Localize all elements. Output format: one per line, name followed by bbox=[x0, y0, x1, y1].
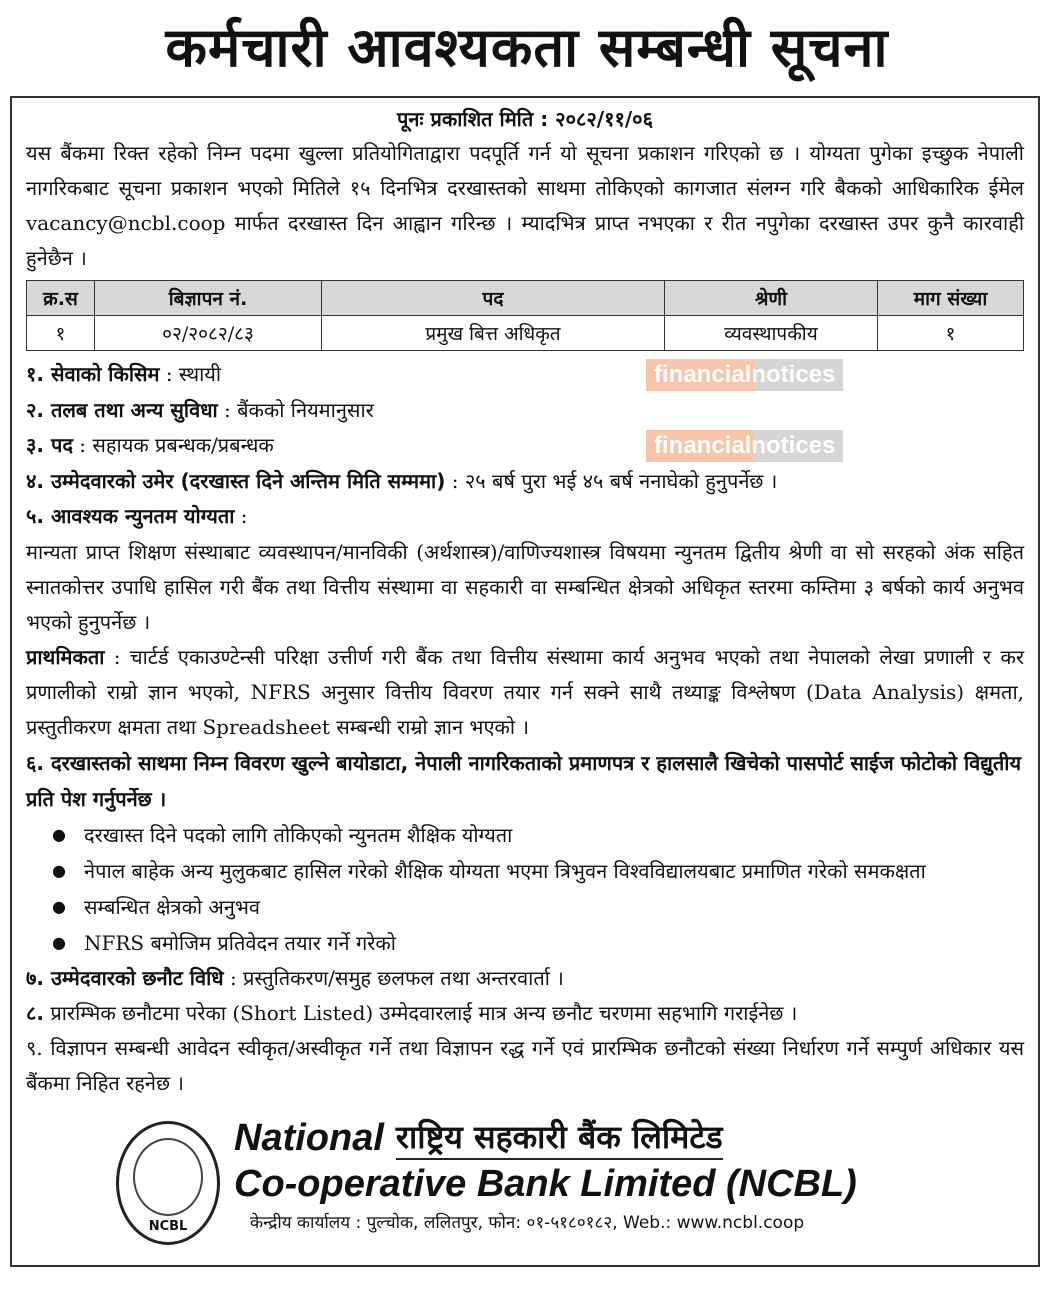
table-row bbox=[27, 316, 1024, 351]
item-label: ५. आवश्यक न्युनतम योग्यता bbox=[26, 504, 235, 528]
bullet-item: ● सम्बन्धित क्षेत्रको अनुभव bbox=[84, 889, 1024, 925]
item-value: : प्रस्तुतिकरण/समुह छलफल तथा अन्तरवार्ता । bbox=[223, 965, 564, 990]
bank-name-en-line1: National bbox=[234, 1116, 384, 1159]
header-sn: क्र.स bbox=[27, 281, 95, 316]
notice-frame bbox=[10, 96, 1040, 1267]
items-list bbox=[26, 357, 1024, 535]
bank-name-line1 bbox=[234, 1115, 1024, 1160]
cell-sn: १ bbox=[27, 316, 95, 351]
item-number: ८. bbox=[26, 1000, 44, 1025]
bank-seal-logo: NCBL bbox=[116, 1121, 220, 1245]
items-7-9 bbox=[26, 961, 1024, 1101]
bank-name-en-line2: Co-operative Bank Limited (NCBL) bbox=[234, 1162, 857, 1205]
item-shortlist bbox=[26, 996, 1024, 1031]
item-value: : bbox=[234, 504, 248, 528]
bullet-item: ● नेपाल बाहेक अन्य मुलुकबाट हासिल गरेको शैक्षिक योग्यता भएमा त्रिभुवन विश्वविद्यालयबाट प्रमाणित गरेको समकक्षता bbox=[84, 853, 1024, 889]
cell-level: व्यवस्थापकीय bbox=[665, 316, 878, 351]
item-rights: ९. विज्ञापन सम्बन्धी आवेदन स्वीकृत/अस्वीकृत गर्ने तथा विज्ञापन रद्ध गर्ने एवं प्रारम्भिक छनौटको संख्या निर्धारण गर्ने सम्पुर्ण अधिकार यस बैंकमा निहित रहनेछ । bbox=[26, 1035, 1024, 1095]
vacancy-table bbox=[26, 280, 1024, 351]
republished-date: पूनः प्रकाशित मिति : २०८२/११/०६ bbox=[397, 107, 653, 131]
notice-title: कर्मचारी आवश्यकता सम्बन्धी सूचना bbox=[165, 16, 889, 79]
bank-address: केन्द्रीय कार्यालय : पुल्चोक, ललितपुर, फोन: ०१-५१८०१८२, Web.: www.ncbl.coop bbox=[250, 1212, 805, 1233]
header-ad-no: बिज्ञापन नं. bbox=[95, 281, 322, 316]
qualification-paragraph: मान्यता प्राप्त शिक्षण संस्थाबाट व्यवस्थापन/मानविकी (अर्थशास्त्र)/वाणिज्यशास्त्र विषयमा न्युनतम द्वितीय श्रेणी वा सो सरहको अंक सहित स्नातकोत्तर उपाधि हासिल गरी बैंक तथा वित्तीय संस्थामा वा सहकारी वा सम्बन्धित क्षेत्रको अधिकृत स्तरमा कम्तिमा ३ बर्षको कार्य अनुभव भएको हुनुपर्नेछ । bbox=[26, 539, 1024, 634]
cell-ad-no: ०२/२०८२/८३ bbox=[95, 316, 322, 351]
intro-paragraph: यस बैंकमा रिक्त रहेको निम्न पदमा खुल्ला प्रतियोगिताद्वारा पदपूर्ति गर्न यो सूचना प्रकाशन गरिएको छ । योग्यता पुगेका इच्छुक नेपाली नागरिकबाट सूचना प्रकाशन भएको मितिले १५ दिनभित्र दरखास्तको साथमा तोकिएको कागजात संलग्न गरि बैकको आधिकारिक ईमेल vacancy@ncbl.coop मार्फत दरखास्त दिन आह्वान गरिन्छ । म्यादभित्र प्राप्त नभएका र रीत नपुगेका दरखास्त उपर कुनै कारवाही हुनेछैन । bbox=[26, 141, 1024, 270]
item-qualification bbox=[26, 499, 1024, 535]
documents-bullets bbox=[26, 817, 1024, 961]
item-label: २. तलब तथा अन्य सुविधा bbox=[26, 397, 218, 422]
cell-position: प्रमुख बित्त अधिकृत bbox=[322, 316, 665, 351]
priority-label: प्राथमिकता bbox=[26, 644, 105, 669]
item-label: ७. उम्मेदवारको छनौट विधि bbox=[26, 965, 224, 990]
header-position: पद bbox=[322, 281, 665, 316]
cell-count: १ bbox=[878, 316, 1024, 351]
bank-name-block bbox=[234, 1115, 1024, 1238]
item-value: : बैंकको नियमानुसार bbox=[217, 397, 374, 422]
item-value: : स्थायी bbox=[159, 362, 222, 386]
item-salary bbox=[26, 393, 1024, 429]
item-text: प्रारम्भिक छनौटमा परेका (Short Listed) उम्मेदवारलाई मात्र अन्य छनौट चरणमा सहभागि गराईनेछ । bbox=[44, 1000, 798, 1025]
header-count: माग संख्या bbox=[878, 281, 1024, 316]
watermark: financialnotices bbox=[646, 359, 843, 391]
watermark: financialnotices bbox=[646, 430, 843, 462]
item-value: : २५ बर्ष पुरा भई ४५ बर्ष ननाघेको हुनुपर्नेछ । bbox=[445, 468, 778, 493]
bullet-item: ● NFRS बमोजिम प्रतिवेदन तयार गर्ने गरेको bbox=[84, 925, 1024, 961]
priority-text: : चार्टर्ड एकाउण्टेन्सी परिक्षा उत्तीर्ण गरी बैंक तथा वित्तीय संस्थामा कार्य अनुभव भएको तथा नेपालको लेखा प्रणाली र कर प्रणालीको राम्रो ज्ञान भएको, NFRS अनुसार वित्तीय विवरण तयार गर्न सक्ने साथै तथ्याङ्क विश्लेषण (Data Analysis) क्षमता, प्रस्तुतीकरण क्षमता तथा Spreadsheet सम्बन्धी राम्रो ज्ञान भएको । bbox=[26, 644, 1024, 739]
item-label: ३. पद bbox=[26, 433, 73, 457]
item-post bbox=[26, 428, 1024, 464]
item-value: : सहायक प्रबन्धक/प्रबन्धक bbox=[72, 433, 274, 457]
bullet-item: ● दरखास्त दिने पदको लागि तोकिएको न्युनतम शैक्षिक योग्यता bbox=[84, 817, 1024, 853]
header-level: श्रेणी bbox=[665, 281, 878, 316]
item-selection-method bbox=[26, 961, 1024, 996]
table-header-row bbox=[27, 281, 1024, 316]
bank-name-np: राष्ट्रिय सहकारी बैंक लिमिटेड bbox=[396, 1115, 723, 1160]
item-age bbox=[26, 464, 1024, 500]
item-label: ४. उम्मेदवारको उमेर (दरखास्त दिने अन्तिम मिति सम्ममा) bbox=[26, 468, 446, 493]
item-documents: ६. दरखास्तको साथमा निम्न विवरण खुल्ने बायोडाटा, नेपाली नागरिकताको प्रमाणपत्र र हालसालै खिचेको पासपोर्ट साईज फोटोको विद्युतीय प्रति पेश गर्नुपर्नेछ । bbox=[26, 750, 1022, 811]
priority-paragraph bbox=[26, 640, 1024, 745]
bank-footer bbox=[112, 1115, 1024, 1255]
item-service-type bbox=[26, 357, 1024, 393]
item-label: १. सेवाको किसिम bbox=[26, 362, 160, 386]
